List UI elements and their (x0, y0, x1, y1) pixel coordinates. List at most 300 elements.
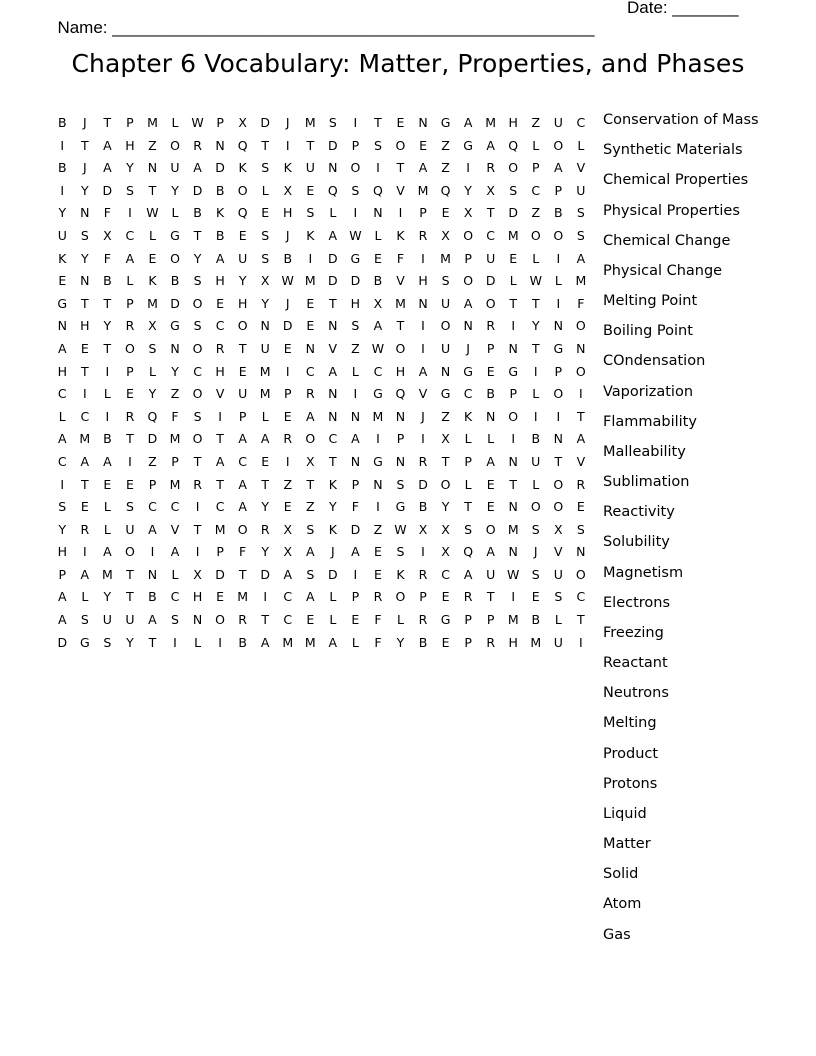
grid-letter: B (215, 182, 225, 198)
grid-letter: N (80, 205, 90, 221)
grid-letter: L (103, 499, 111, 515)
grid-letter: O (463, 273, 474, 289)
grid-letter: D (260, 566, 271, 582)
grid-letter: N (463, 318, 473, 334)
grid-letter: N (440, 363, 451, 379)
grid-letter: Y (261, 295, 270, 311)
grid-letter: I (60, 182, 65, 198)
grid-letter: T (396, 318, 405, 334)
grid-letter: E (306, 612, 315, 628)
grid-letter: W (349, 227, 362, 243)
grid-letter: L (509, 273, 517, 289)
grid-letter: Q (237, 205, 248, 221)
grid-letter: I (82, 544, 87, 560)
grid-letter: E (238, 363, 247, 379)
grid-letter: T (374, 115, 382, 130)
grid-letter: M (417, 182, 429, 198)
grid-letter: D (282, 318, 293, 334)
grid-letter: B (215, 227, 225, 243)
grid-letter: Z (441, 408, 450, 424)
grid-letter: J (82, 115, 87, 130)
grid-letter: I (195, 544, 200, 560)
grid-letter: N (350, 408, 361, 424)
grid-row (51, 293, 592, 316)
grid-letter: L (464, 431, 472, 447)
grid-letter: N (508, 499, 518, 515)
grid-letter: M (507, 521, 519, 537)
grid-letter: M (507, 227, 519, 243)
grid-letter: H (350, 295, 361, 311)
grid-letter: I (376, 431, 380, 447)
grid-letter: A (148, 521, 157, 537)
grid-letter: O (575, 318, 586, 334)
grid-letter: G (57, 295, 68, 311)
grid-letter: O (124, 340, 135, 356)
grid-letter: N (508, 544, 518, 560)
grid-letter: E (261, 205, 270, 221)
grid-letter: A (238, 476, 247, 492)
grid-letter: D (192, 182, 203, 198)
grid-letter: L (171, 566, 179, 582)
grid-letter: A (418, 160, 428, 176)
grid-letter: W (191, 115, 204, 130)
grid-letter: Y (103, 589, 112, 605)
grid-letter: N (395, 408, 406, 424)
grid-letter: G (170, 227, 180, 243)
grid-letter: D (102, 182, 113, 198)
grid-letter: N (553, 431, 563, 447)
grid-letter: X (486, 182, 495, 198)
word-list-item: Chemical Properties (603, 172, 749, 189)
grid-letter: I (511, 431, 516, 447)
word-list-item: Electrons (603, 594, 671, 611)
grid-letter: P (486, 340, 495, 356)
grid-letter: E (125, 476, 134, 492)
grid-letter: P (126, 295, 134, 311)
grid-letter: P (351, 589, 360, 605)
grid-letter: R (260, 521, 270, 537)
grid-letter: N (350, 453, 361, 469)
grid-letter: N (576, 340, 586, 356)
grid-letter: V (396, 182, 405, 198)
grid-letter: B (418, 634, 428, 650)
grid-letter: O (395, 589, 406, 605)
grid-letter: U (440, 340, 451, 356)
grid-letter: I (285, 363, 290, 379)
grid-letter: A (193, 160, 202, 176)
grid-letter: J (466, 340, 470, 356)
grid-letter: M (214, 521, 226, 537)
word-list-item: Liquid (603, 805, 647, 822)
grid-letter: U (238, 386, 248, 402)
grid-letter: H (215, 363, 225, 379)
grid-letter: X (283, 521, 293, 537)
grid-letter: A (283, 566, 293, 582)
word-list-item: Melting Point (603, 293, 698, 310)
grid-letter: P (126, 115, 134, 130)
grid-letter: Z (283, 476, 293, 492)
grid-letter: D (350, 521, 361, 537)
grid-letter: X (418, 521, 428, 537)
grid-letter: Y (193, 250, 202, 266)
grid-letter: O (395, 137, 406, 153)
grid-letter: A (351, 431, 360, 447)
grid-letter: P (283, 386, 292, 402)
grid-letter: P (171, 453, 179, 469)
grid-letter: I (421, 340, 425, 356)
grid-letter: R (418, 566, 428, 582)
grid-letter: L (554, 273, 562, 289)
grid-letter: E (283, 408, 292, 424)
grid-letter: A (463, 295, 473, 311)
grid-letter: K (58, 250, 67, 266)
grid-letter: T (329, 453, 337, 469)
grid-letter: D (260, 115, 271, 130)
grid-letter: I (308, 250, 313, 266)
grid-letter: T (306, 137, 315, 153)
grid-letter: T (261, 476, 270, 492)
grid-letter: T (216, 476, 224, 492)
grid-letter: S (261, 250, 270, 266)
grid-letter: F (351, 499, 359, 515)
grid-letter: U (57, 227, 67, 243)
grid-letter: N (418, 115, 428, 130)
grid-letter: T (554, 453, 563, 469)
grid-letter: R (486, 634, 495, 650)
grid-letter: B (418, 499, 428, 515)
grid-letter: I (285, 453, 290, 469)
grid-letter: U (238, 250, 248, 266)
grid-letter: O (575, 566, 586, 582)
grid-letter: Y (261, 544, 270, 560)
grid-letter: S (261, 227, 270, 243)
grid-letter: E (306, 182, 315, 198)
grid-letter: A (328, 634, 338, 650)
grid-letter: C (576, 115, 586, 130)
grid-letter: N (215, 137, 225, 153)
grid-letter: C (305, 363, 315, 379)
grid-letter: K (464, 408, 473, 424)
grid-letter: R (418, 227, 428, 243)
grid-letter: T (261, 137, 270, 153)
grid-letter: C (215, 318, 225, 334)
grid-letter: C (57, 453, 67, 469)
grid-letter: E (373, 250, 382, 266)
grid-letter: Z (441, 160, 450, 176)
grid-letter: N (147, 160, 158, 176)
grid-letter: S (576, 227, 585, 243)
word-list (603, 111, 759, 956)
grid-letter: L (58, 408, 66, 424)
grid-letter: H (237, 295, 248, 311)
grid-letter: Y (531, 318, 540, 334)
grid-letter: N (373, 205, 383, 221)
grid-letter: Z (441, 137, 450, 153)
grid-letter: T (238, 340, 247, 356)
word-list-item: COndensation (603, 353, 706, 370)
grid-letter: S (576, 521, 585, 537)
grid-letter: A (486, 137, 495, 153)
grid-letter: Y (261, 499, 270, 515)
grid-letter: A (306, 544, 315, 560)
grid-letter: U (125, 521, 135, 537)
grid-letter: T (81, 363, 89, 379)
name-field-label: Name: ___________________________________________________ (57, 18, 595, 37)
grid-letter: C (125, 227, 135, 243)
grid-letter: P (531, 160, 540, 176)
grid-letter: H (57, 544, 67, 560)
grid-letter: E (373, 544, 382, 560)
grid-letter: H (125, 137, 135, 153)
grid-letter: P (351, 137, 360, 153)
grid-letter: H (80, 318, 90, 334)
grid-letter: T (81, 137, 89, 153)
grid-letter: E (486, 499, 495, 515)
grid-letter: D (328, 566, 338, 582)
grid-row (51, 383, 592, 406)
grid-letter: U (486, 250, 496, 266)
grid-letter: S (531, 566, 540, 582)
grid-letter: R (193, 137, 202, 153)
grid-letter: T (193, 521, 202, 537)
grid-letter: R (576, 476, 586, 492)
grid-letter: E (58, 273, 67, 289)
grid-letter: I (421, 250, 425, 266)
grid-letter: T (329, 295, 337, 311)
grid-letter: O (440, 318, 451, 334)
grid-letter: G (170, 318, 180, 334)
grid-letter: I (398, 205, 403, 221)
grid-letter: I (218, 408, 222, 424)
grid-letter: B (373, 273, 383, 289)
grid-letter: T (261, 612, 270, 628)
grid-letter: E (486, 363, 495, 379)
grid-letter: X (441, 227, 450, 243)
grid-letter: S (464, 521, 473, 537)
grid-letter: W (507, 566, 520, 582)
grid-row (51, 361, 592, 384)
grid-letter: X (103, 227, 112, 243)
grid-letter: R (486, 160, 495, 176)
grid-letter: S (306, 566, 315, 582)
grid-letter: G (553, 340, 564, 356)
grid-letter: E (306, 295, 315, 311)
grid-letter: D (485, 273, 496, 289)
grid-letter: S (328, 115, 337, 130)
grid-letter: L (103, 521, 111, 537)
grid-row (51, 225, 592, 248)
grid-letter: A (238, 431, 247, 447)
grid-letter: T (577, 408, 585, 424)
grid-row (51, 586, 592, 609)
grid-letter: M (259, 363, 271, 379)
grid-letter: C (463, 386, 473, 402)
grid-letter: O (508, 408, 519, 424)
grid-letter: E (238, 227, 247, 243)
grid-row (51, 135, 592, 158)
grid-letter: H (508, 634, 518, 650)
grid-letter: J (330, 544, 335, 560)
grid-letter: Q (440, 182, 451, 198)
grid-letter: U (576, 182, 586, 198)
grid-row (51, 632, 592, 655)
grid-letter: T (81, 476, 89, 492)
grid-letter: V (170, 521, 180, 537)
grid-letter: E (80, 340, 89, 356)
grid-letter: P (419, 589, 427, 605)
grid-letter: Z (531, 115, 541, 130)
grid-letter: S (373, 137, 382, 153)
grid-letter: K (396, 227, 405, 243)
word-list-item: Product (603, 745, 659, 762)
grid-letter: R (125, 318, 135, 334)
word-list-item: Protons (603, 775, 658, 792)
grid-letter: M (304, 273, 316, 289)
grid-letter: L (103, 386, 111, 402)
grid-letter: B (148, 589, 157, 605)
grid-letter: X (283, 182, 293, 198)
grid-letter: V (396, 273, 405, 289)
grid-letter: A (576, 431, 586, 447)
grid-letter: L (171, 205, 179, 221)
grid-letter: A (215, 250, 225, 266)
grid-letter: C (170, 499, 180, 515)
grid-letter: R (463, 589, 473, 605)
grid-letter: J (285, 227, 290, 243)
grid-letter: T (396, 160, 405, 176)
grid-letter: I (353, 115, 358, 130)
grid-letter: O (305, 431, 316, 447)
grid-letter: A (57, 589, 67, 605)
grid-letter: V (576, 160, 586, 176)
grid-letter: A (463, 566, 473, 582)
grid-letter: F (103, 205, 111, 221)
grid-letter: L (464, 476, 472, 492)
grid-letter: F (374, 634, 382, 650)
grid-letter: Z (148, 137, 157, 153)
grid-letter: N (328, 408, 338, 424)
grid-letter: R (80, 521, 90, 537)
grid-letter: K (238, 160, 247, 176)
word-list-item: Matter (603, 836, 651, 853)
grid-letter: L (532, 137, 540, 153)
grid-letter: T (531, 340, 540, 356)
grid-letter: D (328, 137, 338, 153)
grid-letter: M (101, 566, 113, 582)
grid-letter: A (576, 250, 586, 266)
grid-letter: E (441, 634, 450, 650)
grid-letter: Y (441, 499, 450, 515)
grid-letter: A (215, 453, 225, 469)
grid-letter: L (329, 205, 337, 221)
grid-letter: M (282, 634, 294, 650)
grid-letter: G (508, 363, 519, 379)
grid-letter: D (350, 273, 361, 289)
grid-letter: J (285, 295, 290, 311)
grid-letter: D (508, 205, 519, 221)
grid-letter: K (306, 227, 315, 243)
grid-letter: L (81, 589, 89, 605)
grid-letter: Y (126, 160, 134, 176)
grid-letter: S (396, 476, 405, 492)
grid-letter: Q (327, 182, 338, 198)
grid-letter: E (283, 499, 292, 515)
grid-letter: L (329, 589, 337, 605)
grid-row (51, 180, 592, 203)
grid-letter: A (103, 160, 112, 176)
grid-letter: E (509, 250, 518, 266)
grid-letter: C (57, 386, 67, 402)
grid-letter: P (464, 250, 472, 266)
grid-letter: K (328, 476, 337, 492)
grid-letter: U (440, 295, 451, 311)
grid-letter: I (82, 386, 87, 402)
grid-letter: E (441, 205, 450, 221)
grid-row (51, 248, 592, 271)
grid-letter: I (511, 589, 516, 605)
grid-letter: J (421, 408, 425, 424)
grid-letter: M (372, 408, 384, 424)
grid-letter: A (103, 544, 112, 560)
grid-letter: S (351, 182, 360, 198)
grid-letter: S (396, 544, 405, 560)
grid-letter: F (171, 408, 179, 424)
grid-letter: I (421, 544, 425, 560)
grid-letter: S (103, 634, 112, 650)
word-list-item: Physical Properties (603, 202, 740, 219)
grid-letter: S (125, 499, 134, 515)
grid-letter: M (485, 115, 497, 130)
grid-letter: N (508, 453, 518, 469)
grid-letter: Z (306, 499, 315, 515)
word-list-item: Melting (603, 715, 657, 732)
grid-letter: H (215, 273, 225, 289)
grid-letter: T (464, 499, 472, 515)
grid-letter: A (57, 612, 67, 628)
grid-letter: H (192, 589, 203, 605)
grid-letter: L (351, 634, 359, 650)
grid-letter: M (395, 295, 406, 311)
grid-letter: W (146, 205, 159, 221)
grid-letter: C (238, 453, 248, 469)
grid-letter: N (57, 318, 67, 334)
word-list-item: Reactivity (603, 504, 675, 521)
grid-letter: B (170, 273, 180, 289)
grid-row (51, 519, 592, 542)
grid-letter: I (218, 634, 222, 650)
grid-letter: A (486, 453, 495, 469)
grid-letter: T (486, 589, 495, 605)
grid-letter: B (103, 273, 112, 289)
grid-letter: P (126, 363, 134, 379)
word-list-item: Synthetic Materials (603, 142, 743, 159)
grid-letter: L (487, 431, 495, 447)
grid-letter: X (238, 115, 247, 130)
grid-letter: T (509, 295, 518, 311)
grid-letter: A (554, 160, 563, 176)
grid-letter: C (576, 589, 586, 605)
grid-letter: S (306, 205, 315, 221)
grid-letter: C (80, 408, 90, 424)
grid-letter: Y (103, 318, 112, 334)
grid-letter: R (238, 612, 247, 628)
grid-letter: I (533, 363, 538, 379)
grid-row (51, 451, 592, 474)
grid-letter: R (193, 476, 202, 492)
grid-letter: G (79, 634, 90, 650)
grid-letter: B (531, 612, 541, 628)
grid-letter: E (351, 612, 360, 628)
